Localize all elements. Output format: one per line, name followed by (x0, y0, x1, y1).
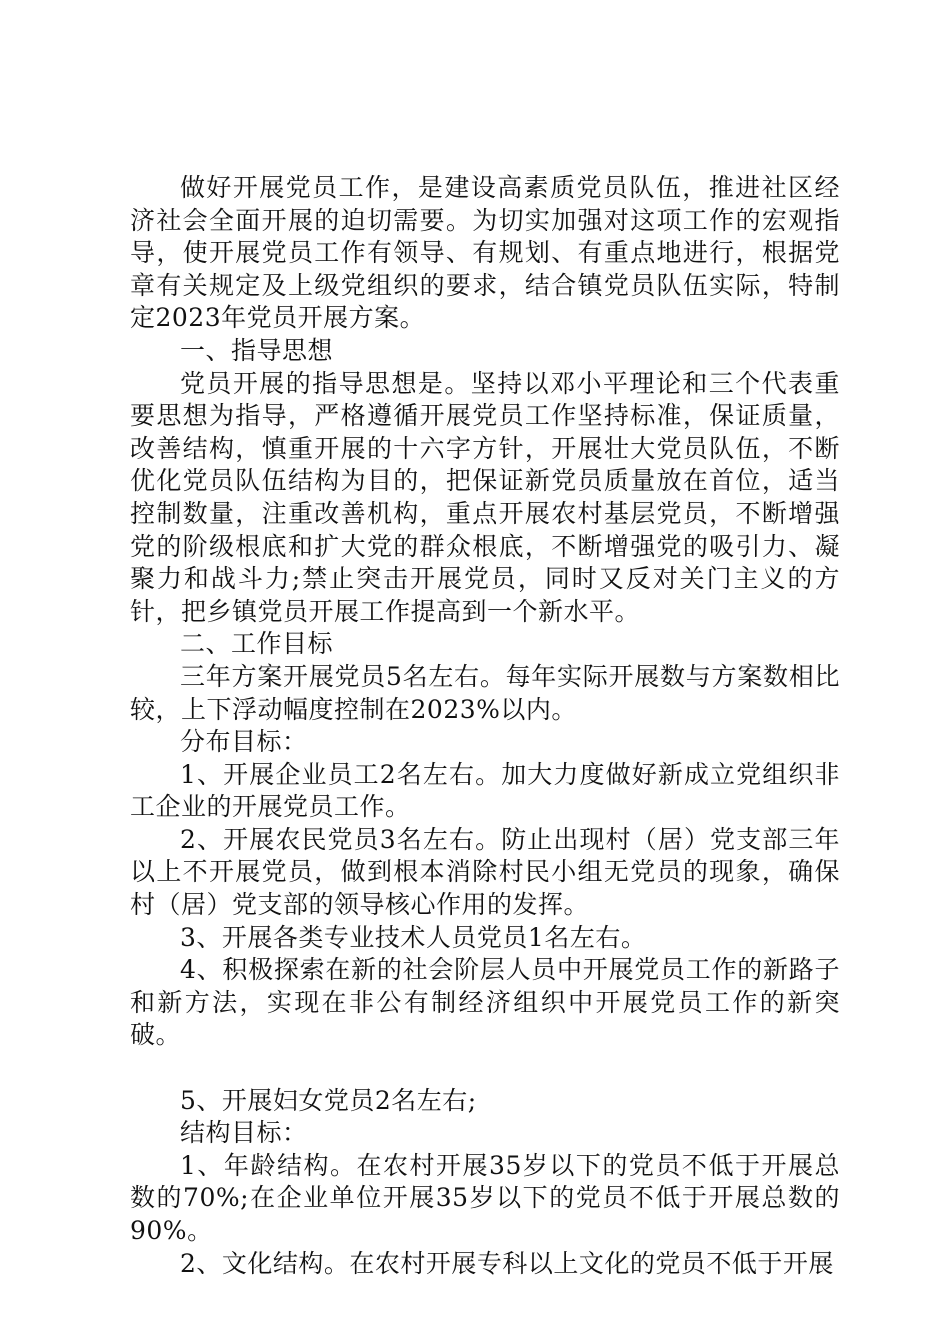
structure-item-2: 2、文化结构。在农村开展专科以上文化的党员不低于开展 (180, 1248, 834, 1278)
distribution-item-5: 5、开展妇女党员2名左右; (180, 1085, 477, 1115)
section-heading-work-goals: 二、工作目标 (180, 629, 334, 659)
distribution-item-4: 4、积极探索在新的社会阶层人员中开展党员工作的新路子和新方法，实现在非公有制经济组织中开展党员工作的新突破。 (130, 955, 840, 1050)
distribution-item-3: 3、开展各类专业技术人员党员1名左右。 (180, 922, 647, 952)
guiding-ideology-paragraph: 党员开展的指导思想是。坚持以邓小平理论和三个代表重要思想为指导，严格遵循开展党员工作坚持标准，保证质量，改善结构，慎重开展的十六字方针，开展壮大党员队伍，不断优化党员队伍结构为目的，把保证新党员质量放在首位，适当控制数量，注重改善机构，重点开展农村基层党员，不断增强党的阶级根底和扩大党的群众根底，不断增强党的吸引力、凝聚力和战斗力;禁止突击开展党员，同时又反对关门主义的方针，把乡镇党员开展工作提高到一个新水平。 (130, 368, 840, 626)
distribution-goals-heading: 分布目标： (180, 727, 308, 757)
structure-goals-heading: 结构目标： (180, 1118, 308, 1148)
distribution-item-2: 2、开展农民党员3名左右。防止出现村（居）党支部三年以上不开展党员，做到根本消除村民小组无党员的现象，确保村（居）党支部的领导核心作用的发挥。 (130, 824, 840, 920)
blank-line (130, 1052, 840, 1085)
section-heading-guiding-ideology: 一、指导思想 (180, 335, 334, 365)
document-page (130, 172, 840, 1280)
distribution-item-1: 1、开展企业员工2名左右。加大力度做好新成立党组织非工企业的开展党员工作。 (130, 759, 840, 822)
intro-paragraph: 做好开展党员工作，是建设高素质党员队伍，推进社区经济社会全面开展的迫切需要。为切实加强对这项工作的宏观指导，使开展党员工作有领导、有规划、有重点地进行，根据党章有关规定及上级党组织的要求，结合镇党员队伍实际，特制定2023年党员开展方案。 (130, 173, 840, 333)
work-goals-paragraph: 三年方案开展党员5名左右。每年实际开展数与方案数相比较，上下浮动幅度控制在2023%以内。 (130, 661, 840, 724)
structure-item-1: 1、年龄结构。在农村开展35岁以下的党员不低于开展总数的70%;在企业单位开展35岁以下的党员不低于开展总数的90%。 (130, 1150, 840, 1245)
